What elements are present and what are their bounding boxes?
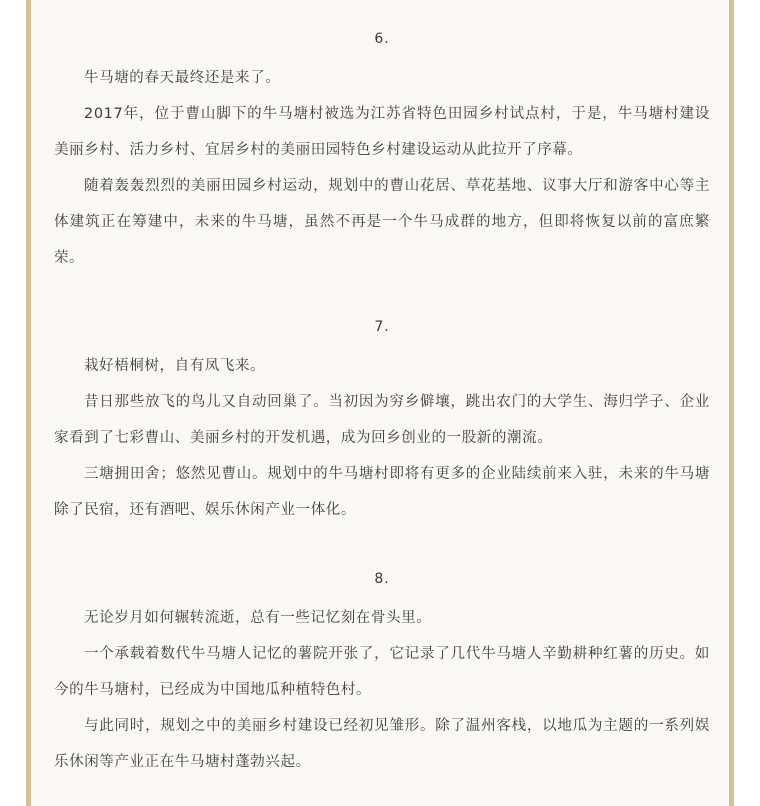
paragraph: 一个承载着数代牛马塘人记忆的薯院开张了，它记录了几代牛马塘人辛勤耕种红薯的历史。如今的牛马塘村，已经成为中国地瓜种植特色村。: [54, 646, 710, 698]
section-number: 6.: [374, 31, 390, 47]
right-border: [729, 0, 734, 806]
paragraph: 三塘拥田舍；悠然见曹山。规划中的牛马塘村即将有更多的企业陆续前来入驻，未来的牛马塘除了民宿，还有酒吧、娱乐休闲产业一体化。: [54, 466, 710, 518]
paragraph: 牛马塘的春天最终还是来了。: [84, 70, 281, 86]
paragraph: 与此同时，规划之中的美丽乡村建设已经初见雏形。除了温州客栈，以地瓜为主题的一系列娱乐休闲等产业正在牛马塘村蓬勃兴起。: [54, 718, 710, 770]
paragraph: 2017年，位于曹山脚下的牛马塘村被选为江苏省特色田园乡村试点村，于是，牛马塘村建设美丽乡村、活力乡村、宜居乡村的美丽田园特色乡村建设运动从此拉开了序幕。: [54, 106, 710, 158]
section-number: 8.: [374, 571, 390, 587]
paragraph: 栽好梧桐树，自有凤飞来。: [84, 358, 266, 374]
paragraph: 无论岁月如何辗转流逝，总有一些记忆刻在骨头里。: [84, 610, 432, 626]
section-number: 7.: [374, 319, 390, 335]
paragraph: 昔日那些放飞的鸟儿又自动回巢了。当初因为穷乡僻壤，跳出农门的大学生、海归学子、企业家看到了七彩曹山、美丽乡村的开发机遇，成为回乡创业的一股新的潮流。: [54, 394, 710, 446]
paragraph: 随着轰轰烈烈的美丽田园乡村运动，规划中的曹山花居、草花基地、议事大厅和游客中心等主体建筑正在筹建中，未来的牛马塘，虽然不再是一个牛马成群的地方，但即将恢复以前的富庶繁荣。: [54, 178, 710, 266]
